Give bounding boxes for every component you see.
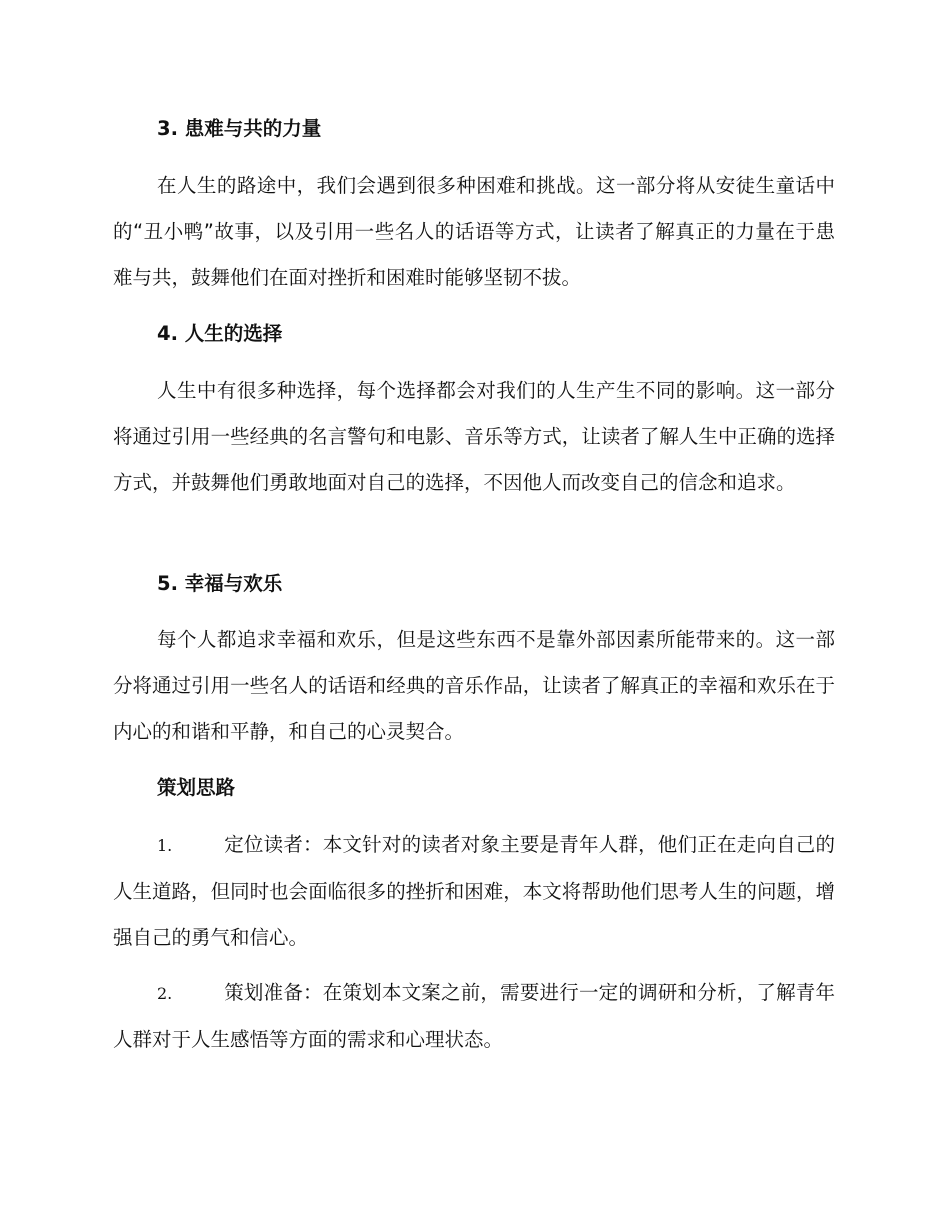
section-heading: 5. 幸福与欢乐	[157, 572, 283, 595]
section-paragraph: 每个人都追求幸福和欢乐，但是这些东西不是靠外部因素所能带来的。这一部分将通过引用一些名人的话语和经典的音乐作品，让读者了解真正的幸福和欢乐在于内心的和谐和平静，和自己的心灵契合。	[113, 628, 835, 743]
list-number: 1.	[157, 836, 173, 855]
list-item-text: 定位读者：本文针对的读者对象主要是青年人群，他们正在走向自己的人生道路，但同时也会面临很多的挫折和困难，本文将帮助他们思考人生的问题，增强自己的勇气和信心。	[113, 833, 835, 949]
list-item-text: 策划准备：在策划本文案之前，需要进行一定的调研和分析，了解青年人群对于人生感悟等方面的需求和心理状态。	[113, 981, 835, 1051]
planning-list-item	[113, 822, 835, 961]
section-heading: 4. 人生的选择	[157, 322, 283, 345]
list-number: 2.	[157, 984, 173, 1003]
planning-heading: 策划思路	[157, 776, 236, 799]
section-paragraph: 人生中有很多种选择，每个选择都会对我们的人生产生不同的影响。这一部分将通过引用一些经典的名言警句和电影、音乐等方式，让读者了解人生中正确的选择方式，并鼓舞他们勇敢地面对自己的选择，不因他人而改变自己的信念和追求。	[113, 379, 835, 494]
section-heading: 3. 患难与共的力量	[157, 117, 322, 140]
section-paragraph: 在人生的路途中，我们会遇到很多种困难和挑战。这一部分将从安徒生童话中的“丑小鸭”故事，以及引用一些名人的话语等方式，让读者了解真正的力量在于患难与共，鼓舞他们在面对挫折和困难时能够坚韧不拔。	[113, 174, 835, 289]
planning-list-item	[113, 970, 835, 1063]
